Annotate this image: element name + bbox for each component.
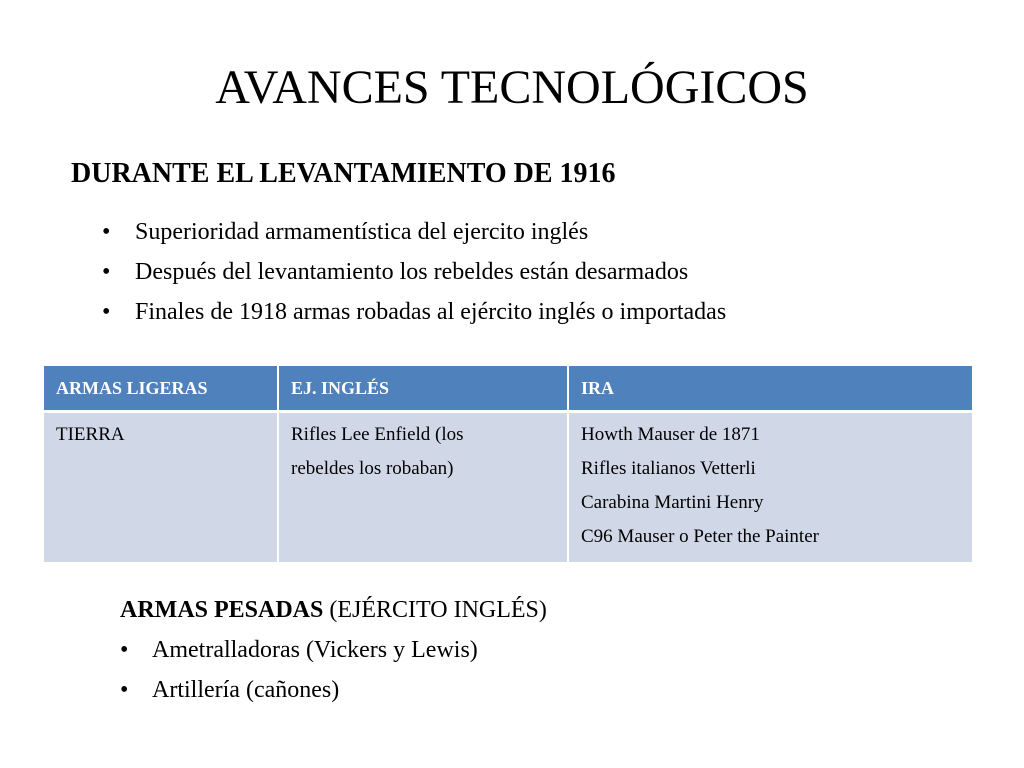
column-header: IRA — [568, 366, 972, 412]
list-item — [120, 630, 478, 670]
intro-bullet-list — [102, 212, 726, 332]
bullet-text: Superioridad armamentística del ejercito inglés — [135, 219, 589, 245]
heavy-weapons-heading-bold: ARMAS PESADAS — [120, 597, 324, 623]
slide-title: AVANCES TECNOLÓGICOS — [215, 61, 809, 114]
table-cell — [278, 412, 568, 563]
cell-line: Rifles italianos Vetterli — [581, 458, 756, 479]
bullet-text: Finales de 1918 armas robadas al ejército inglés o importadas — [135, 299, 727, 325]
bullet-icon: • — [102, 219, 111, 245]
cell-line: TIERRA — [56, 424, 125, 445]
cell-line: C96 Mauser o Peter the Painter — [581, 526, 819, 547]
section-subtitle: DURANTE EL LEVANTAMIENTO DE 1916 — [71, 158, 616, 189]
bullet-icon: • — [102, 259, 111, 285]
cell-line: Rifles Lee Enfield (los — [291, 424, 464, 445]
bullet-icon: • — [120, 637, 129, 663]
heavy-weapons-heading — [120, 590, 547, 630]
heavy-weapons-heading-rest: (EJÉRCITO INGLÉS) — [323, 597, 547, 623]
bullet-icon: • — [120, 677, 129, 703]
list-item — [102, 292, 726, 332]
bullet-text: Después del levantamiento los rebeldes están desarmados — [135, 259, 689, 285]
table-cell — [44, 412, 278, 563]
cell-line: Howth Mauser de 1871 — [581, 424, 760, 445]
cell-line: Carabina Martini Henry — [581, 492, 764, 513]
column-header: ARMAS LIGERAS — [44, 366, 278, 412]
bullet-text: Ametralladoras (Vickers y Lewis) — [152, 637, 478, 663]
table-header-row — [44, 366, 972, 412]
column-header: EJ. INGLÉS — [278, 366, 568, 412]
heavy-weapons-list — [120, 630, 478, 710]
table-row — [44, 412, 972, 563]
cell-line: rebeldes los robaban) — [291, 458, 454, 479]
table-cell — [568, 412, 972, 563]
bullet-icon: • — [102, 299, 111, 325]
list-item — [120, 670, 478, 710]
list-item — [102, 212, 726, 252]
list-item — [102, 252, 726, 292]
weapons-table — [44, 366, 972, 562]
bullet-text: Artillería (cañones) — [152, 677, 340, 703]
